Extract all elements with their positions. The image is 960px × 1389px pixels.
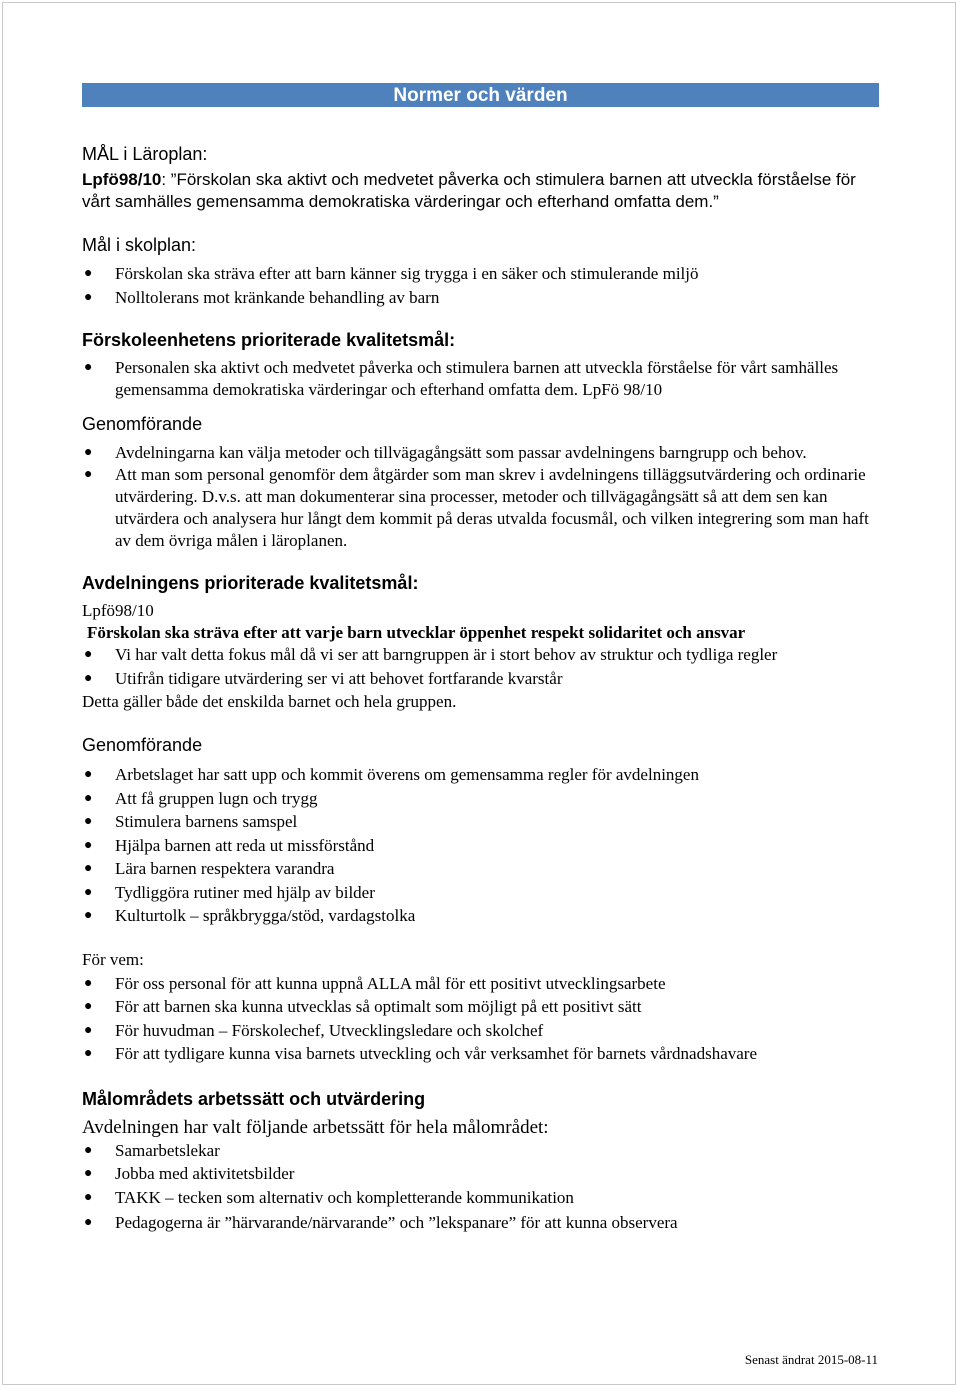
mal-laroplan-text <box>82 169 872 213</box>
list-item: ● Tydliggöra rutiner med hjälp av bilder <box>84 882 375 902</box>
avdelning-ref: Lpfö98/10 <box>82 601 154 620</box>
bullet-icon: ● <box>84 1142 93 1158</box>
document-content <box>82 83 882 1235</box>
list-item: ● Arbetslaget har satt upp och kommit överens om gemensamma regler för avdelningen <box>84 765 699 784</box>
genomforande2-heading: Genomförande <box>82 735 203 755</box>
bullet-icon: ● <box>84 360 93 375</box>
bullet-icon: ● <box>84 837 93 853</box>
arbetssatt-heading: Målområdets arbetssätt och utvärdering <box>82 1088 426 1109</box>
bullet-icon: ● <box>84 266 93 281</box>
for-vem-list <box>82 973 882 1066</box>
bullet-icon: ● <box>84 861 93 876</box>
bullet-icon: ● <box>84 467 93 482</box>
bullet-icon: ● <box>84 908 93 923</box>
genomforande-list <box>82 442 882 552</box>
lpfo-ref: Lpfö98/10 <box>82 170 162 189</box>
bullet-icon: ● <box>84 767 93 782</box>
list-item: ● Vi har valt detta fokus mål då vi ser att barngruppen är i stort behov av struktur och tydliga regler <box>84 645 778 664</box>
mal-skolplan-list <box>82 263 882 309</box>
list-item: ● Hjälpa barnen att reda ut missförstånd <box>84 835 375 855</box>
bullet-icon: ● <box>84 975 93 991</box>
list-item: ● Lära barnen respektera varandra <box>84 859 335 878</box>
list-item: ● Avdelningarna kan välja metoder och tillvägagångsätt som passar avdelningens barngrupp och behov. <box>84 443 807 462</box>
bullet-icon: ● <box>84 1189 93 1205</box>
avdelning-heading: Avdelningens prioriterade kvalitetsmål: <box>82 573 419 593</box>
bullet-icon: ● <box>84 1166 93 1181</box>
mal-skolplan-heading: Mål i skolplan: <box>82 235 197 255</box>
bullet-icon: ● <box>84 884 93 900</box>
arbetssatt-intro: Avdelningen har valt följande arbetssätt för hela målområdet: <box>82 1116 549 1138</box>
list-item: ● Nolltolerans mot kränkande behandling av barn <box>84 287 440 307</box>
list-item: ● Utifrån tidigare utvärdering ser vi att behovet fortfarande kvarstår <box>84 668 563 688</box>
list-item: ● Kulturtolk – språkbrygga/stöd, vardagstolka <box>84 906 416 925</box>
bullet-icon: ● <box>84 999 93 1014</box>
list-item: ● TAKK – tecken som alternativ och kompletterande kommunikation <box>84 1187 574 1207</box>
bullet-icon: ● <box>84 814 93 829</box>
avdelning-goal: Förskolan ska sträva efter att varje barn utvecklar öppenhet respekt solidaritet och ansvar <box>87 623 746 642</box>
for-vem-heading: För vem: <box>82 949 144 969</box>
list-item: ● Att få gruppen lugn och trygg <box>84 788 318 808</box>
bullet-icon: ● <box>84 1046 93 1061</box>
bullet-icon: ● <box>84 647 93 662</box>
bullet-icon: ● <box>84 790 93 806</box>
forskoleenhet-heading: Förskoleenhetens prioriterade kvalitetsmål: <box>82 330 456 350</box>
forskoleenhet-list <box>82 357 862 401</box>
bullet-icon: ● <box>84 445 93 460</box>
list-item: ● För huvudman – Förskolechef, Utvecklingsledare och skolchef <box>84 1020 544 1040</box>
list-item: ● Förskolan ska sträva efter att barn känner sig trygga i en säker och stimulerande miljö <box>84 264 699 283</box>
bullet-icon: ● <box>84 670 93 686</box>
list-item: ● Stimulera barnens samspel <box>84 812 298 831</box>
genomforande-heading: Genomförande <box>82 414 203 434</box>
arbetssatt-list <box>82 1140 882 1234</box>
list-item: ● För oss personal för att kunna uppnå ALLA mål för ett positivt utvecklingsarbete <box>84 973 666 993</box>
list-item: ● Personalen ska aktivt och medvetet påverka och stimulera barnen att utveckla förståelse för vårt samhälles gemensamma demokratiska värderingar och efterhand omfatta dem. LpFö 98/10 <box>84 358 839 399</box>
bullet-icon: ● <box>84 1214 93 1230</box>
mal-laroplan-heading: MÅL i Läroplan: <box>82 144 208 164</box>
list-item: ● Samarbetslekar <box>84 1140 220 1160</box>
bullet-icon: ● <box>84 1022 93 1038</box>
genomforande2-list <box>82 764 882 927</box>
list-item: ● Att man som personal genomför dem åtgärder som man skrev i avdelningens tilläggsutvärdering och ordinarie utvärdering. D.v.s. att man dokumenterar sina processer, metoder och tillvägagångsätt så att dem sen kan utvärdera och analysera hur långt dem kommit på deras utvalda focusmål, och vilken integrering som man haft av dem övriga målen i läroplanen. <box>84 465 869 550</box>
bullet-icon: ● <box>84 289 93 305</box>
list-item: ● För att tydligare kunna visa barnets utveckling och vår verksamhet för barnets vårdnadshavare <box>84 1044 757 1063</box>
mal-laroplan-quote: : ”Förskolan ska aktivt och medvetet påverka och stimulera barnen att utveckla förståelse för vårt samhälles gemensamma demokratiska värderingar och efterhand omfatta dem.” <box>82 170 856 211</box>
avdelning-list <box>82 644 882 690</box>
list-item: ● Jobba med aktivitetsbilder <box>84 1164 295 1183</box>
last-modified: Senast ändrat 2015-08-11 <box>744 1352 878 1367</box>
avdelning-note: Detta gäller både det enskilda barnet och hela gruppen. <box>82 692 457 711</box>
section-banner: Normer och värden <box>82 83 879 107</box>
list-item: ● Pedagogerna är ”härvarande/närvarande” och ”lekspanare” för att kunna observera <box>84 1212 678 1232</box>
list-item: ● För att barnen ska kunna utvecklas så optimalt som möjligt på ett positivt sätt <box>84 997 642 1016</box>
